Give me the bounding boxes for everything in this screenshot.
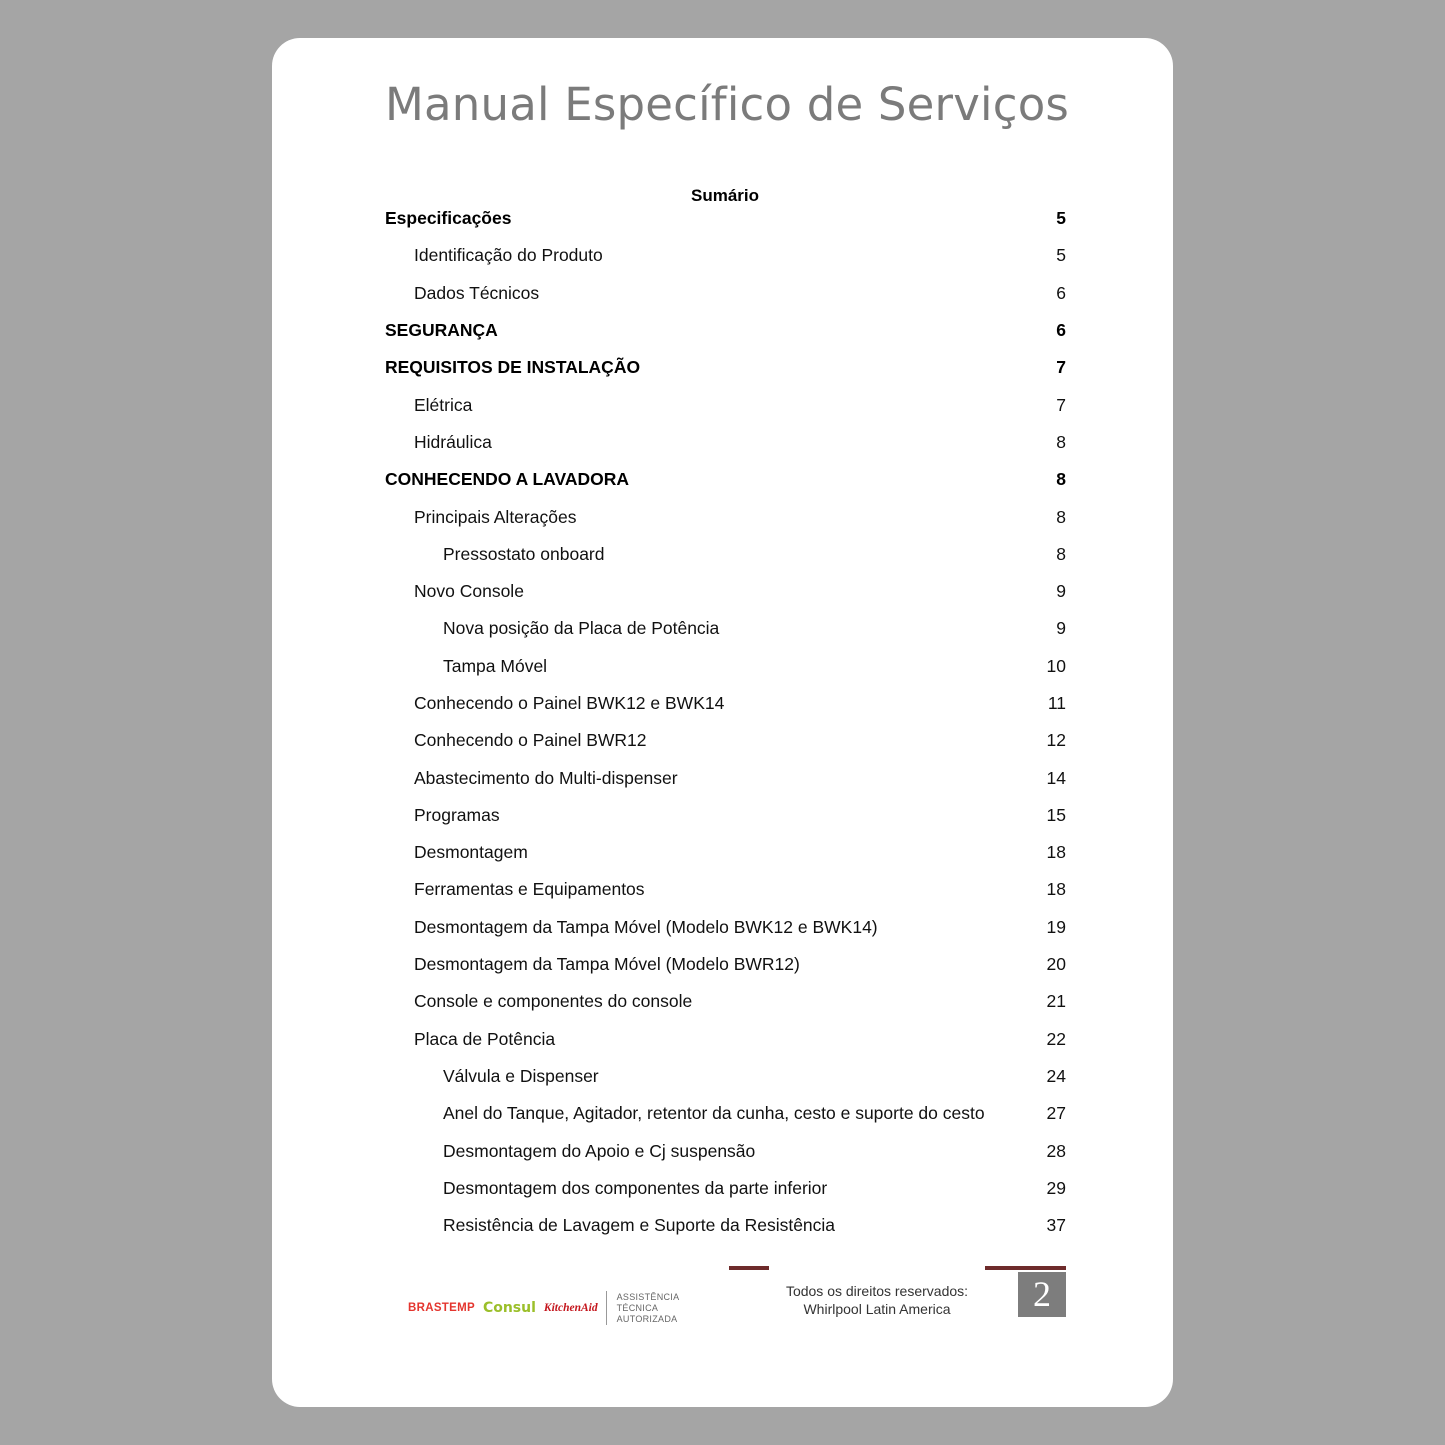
toc-entry-page: 14: [1046, 767, 1066, 788]
toc-entry[interactable]: [385, 424, 1066, 461]
toc-entry[interactable]: [385, 573, 1066, 610]
toc-entry[interactable]: [385, 536, 1066, 573]
toc-entry-page: 20: [1046, 954, 1066, 975]
toc-entry[interactable]: [385, 1170, 1066, 1207]
toc-entry-page: 19: [1046, 916, 1066, 937]
toc-entry-label: CONHECENDO A LAVADORA: [385, 469, 630, 490]
toc-entry-page: 7: [1056, 394, 1066, 415]
toc-entry[interactable]: [385, 275, 1066, 312]
toc-entry-label: Desmontagem dos componentes da parte inferior: [443, 1177, 828, 1198]
toc-heading: Sumário: [690, 186, 760, 205]
toc-entry[interactable]: [385, 648, 1066, 685]
toc-entry-label: REQUISITOS DE INSTALAÇÃO: [385, 357, 641, 378]
toc-entry-label: Console e componentes do console: [414, 991, 693, 1012]
document-page: [272, 38, 1173, 1407]
toc-entry[interactable]: [385, 909, 1066, 946]
toc-entry-page: 12: [1046, 730, 1066, 751]
toc-entry[interactable]: [385, 685, 1066, 722]
assistencia-tecnica-label: [617, 1292, 680, 1325]
toc-entry-page: 8: [1056, 431, 1066, 452]
footer-rule-left: [729, 1266, 769, 1270]
toc-entry-page: 24: [1046, 1065, 1066, 1086]
toc-entry-page: 8: [1056, 543, 1066, 564]
toc-entry-label: Especificações: [385, 208, 512, 229]
copyright-notice: [777, 1282, 977, 1318]
toc-entry-label: Novo Console: [414, 581, 524, 602]
logo-divider: [606, 1291, 607, 1325]
toc-entry-label: Placa de Potência: [414, 1028, 556, 1049]
toc-entry-page: 21: [1046, 991, 1066, 1012]
toc-entry-page: 5: [1056, 245, 1066, 266]
toc-entry-label: Resistência de Lavagem e Suporte da Resistência: [443, 1215, 836, 1236]
toc-entry[interactable]: [385, 983, 1066, 1020]
toc-entry[interactable]: [385, 1207, 1066, 1244]
toc-entry-page: 37: [1046, 1215, 1066, 1236]
toc-entry[interactable]: [385, 834, 1066, 871]
toc-entry-label: Desmontagem da Tampa Móvel (Modelo BWK12 e BWK14): [414, 916, 878, 937]
toc-entry[interactable]: [385, 610, 1066, 647]
toc-entry-label: Dados Técnicos: [414, 282, 540, 303]
toc-entry-page: 27: [1046, 1103, 1066, 1124]
toc-entry-label: Válvula e Dispenser: [443, 1065, 599, 1086]
toc-entry-label: Nova posição da Placa de Potência: [443, 618, 720, 639]
rights-line-2: Whirlpool Latin America: [803, 1301, 951, 1317]
consul-logo: Consul: [482, 1300, 536, 1316]
toc-entry[interactable]: [385, 312, 1066, 349]
page-number: 2: [1018, 1272, 1066, 1317]
toc-entry-label: Tampa Móvel: [443, 655, 548, 676]
assist-line: TÉCNICA: [616, 1302, 659, 1313]
table-of-contents: [385, 200, 1066, 1244]
toc-entry-label: Principais Alterações: [414, 506, 577, 527]
toc-entry[interactable]: [385, 1095, 1066, 1132]
toc-entry-label: Elétrica: [414, 394, 473, 415]
toc-entry[interactable]: [385, 797, 1066, 834]
toc-entry-label: Desmontagem da Tampa Móvel (Modelo BWR12): [414, 954, 800, 975]
toc-entry-page: 10: [1046, 655, 1066, 676]
toc-entry-label: Anel do Tanque, Agitador, retentor da cunha, cesto e suporte do cesto: [443, 1103, 985, 1124]
rights-line-1: Todos os direitos reservados:: [785, 1283, 969, 1299]
toc-entry[interactable]: [385, 461, 1066, 498]
footer-rule-right: [985, 1266, 1066, 1270]
toc-entry-label: Conhecendo o Painel BWR12: [414, 730, 647, 751]
toc-entry-page: 18: [1046, 879, 1066, 900]
page-title: Manual Específico de Serviços: [385, 78, 1070, 131]
toc-entry[interactable]: [385, 871, 1066, 908]
toc-entry[interactable]: [385, 498, 1066, 535]
toc-entry-page: 15: [1046, 804, 1066, 825]
kitchenaid-logo: KitchenAid: [543, 1302, 598, 1314]
brastemp-logo: BRASTEMP: [408, 1302, 475, 1314]
assist-line: AUTORIZADA: [616, 1313, 678, 1324]
toc-entry-page: 8: [1056, 469, 1066, 490]
toc-entry-page: 28: [1046, 1140, 1066, 1161]
toc-entry-label: Programas: [414, 804, 500, 825]
toc-entry[interactable]: [385, 200, 1066, 237]
toc-entry-page: 22: [1046, 1028, 1066, 1049]
page-footer: [272, 1258, 1173, 1358]
assist-line: ASSISTÊNCIA: [616, 1291, 680, 1302]
toc-entry[interactable]: [385, 237, 1066, 274]
toc-entry[interactable]: [385, 386, 1066, 423]
toc-entry-page: 11: [1047, 693, 1066, 713]
toc-entry-label: Identificação do Produto: [414, 245, 603, 266]
toc-entry[interactable]: [385, 946, 1066, 983]
toc-entry-label: Hidráulica: [414, 431, 492, 452]
toc-entry-label: Pressostato onboard: [443, 543, 605, 564]
toc-entry-page: 29: [1046, 1177, 1066, 1198]
brand-logos: [408, 1288, 679, 1328]
toc-entry-page: 9: [1056, 581, 1066, 602]
toc-entry-page: 8: [1056, 506, 1066, 527]
toc-entry[interactable]: [385, 722, 1066, 759]
toc-entry[interactable]: [385, 349, 1066, 386]
toc-entry-page: 6: [1056, 282, 1066, 303]
toc-entry-label: Abastecimento do Multi-dispenser: [414, 767, 678, 788]
toc-entry[interactable]: [385, 1021, 1066, 1058]
toc-entry[interactable]: [385, 1058, 1066, 1095]
toc-entry[interactable]: [385, 1132, 1066, 1169]
toc-entry-label: Desmontagem: [414, 842, 528, 863]
toc-entry-label: Desmontagem do Apoio e Cj suspensão: [443, 1140, 756, 1161]
toc-entry-label: Ferramentas e Equipamentos: [414, 879, 645, 900]
toc-entry-page: 6: [1056, 320, 1066, 341]
toc-entry-label: SEGURANÇA: [385, 320, 498, 341]
toc-entry-page: 18: [1046, 842, 1066, 863]
toc-entry-label: Conhecendo o Painel BWK12 e BWK14: [414, 693, 725, 713]
toc-entry[interactable]: [385, 759, 1066, 796]
toc-entry-page: 9: [1056, 618, 1066, 639]
toc-entry-page: 5: [1056, 208, 1066, 229]
toc-entry-page: 7: [1056, 357, 1066, 378]
